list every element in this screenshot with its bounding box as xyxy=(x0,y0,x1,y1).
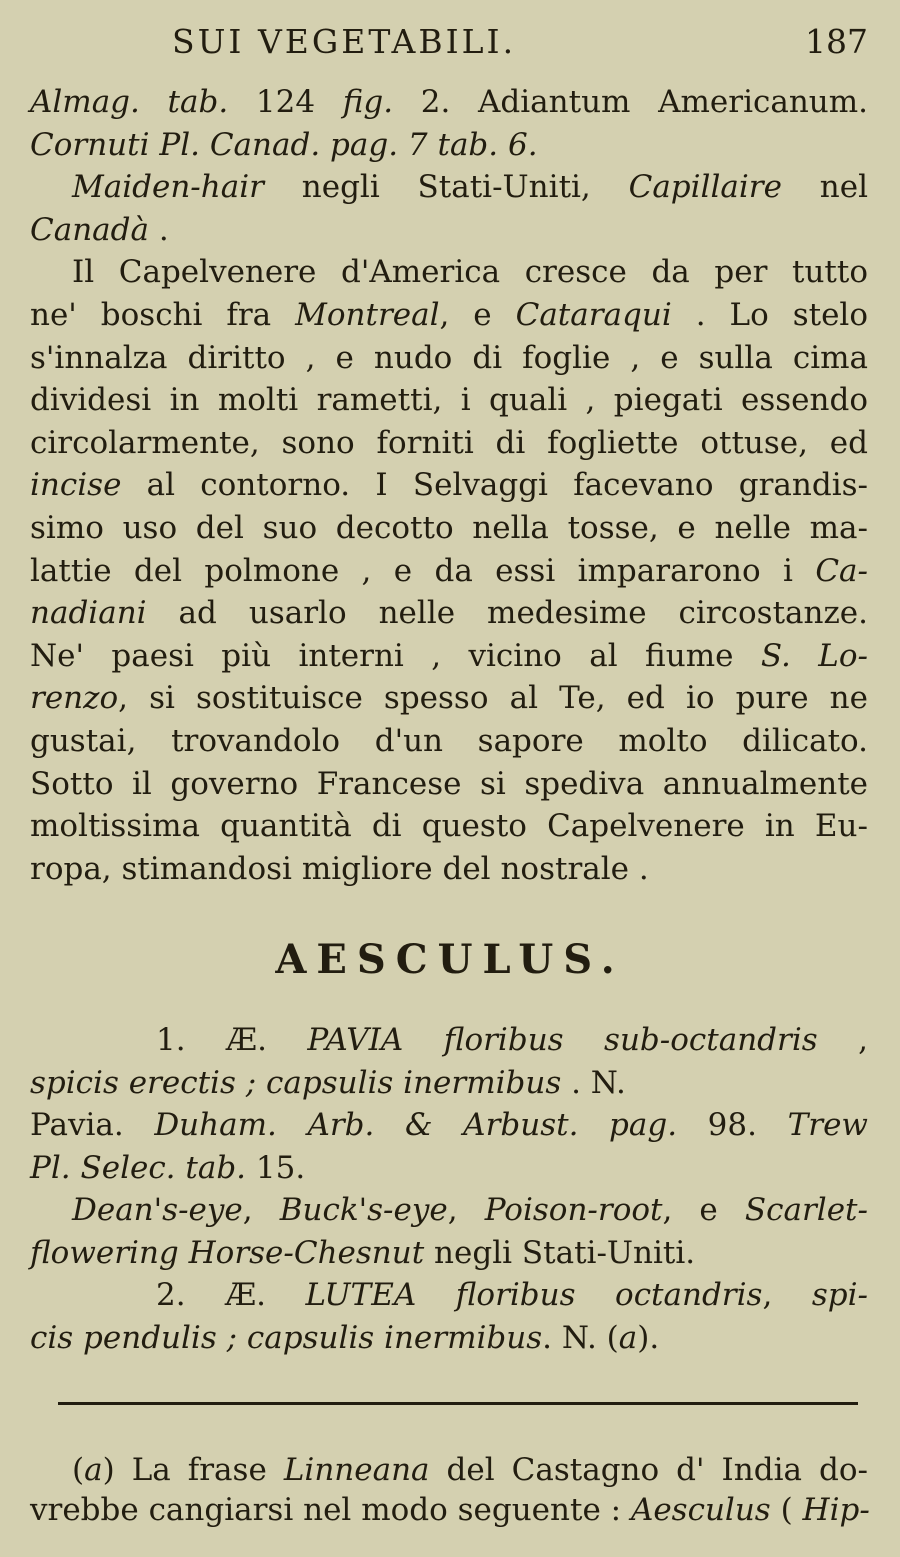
text-line xyxy=(30,508,868,548)
roman-text: negli Stati-Uniti. xyxy=(424,1234,696,1271)
italic-text: Aesculus xyxy=(630,1492,771,1528)
italic-text: S. Lo- xyxy=(760,637,868,674)
text-line xyxy=(72,167,868,207)
roman-text: simo uso del suo decotto nella tosse, e nelle ma- xyxy=(30,510,868,546)
italic-text: Dean's-eye xyxy=(72,1192,243,1228)
roman-text: ). xyxy=(637,1319,660,1356)
roman-text: del Castagno d' India do- xyxy=(429,1452,868,1488)
text-line xyxy=(30,1148,868,1188)
roman-text: 15. xyxy=(246,1149,306,1186)
text-line xyxy=(30,678,868,718)
text-line xyxy=(30,636,868,676)
text-line xyxy=(30,1318,868,1358)
text-line xyxy=(30,551,868,591)
text-line xyxy=(30,806,868,846)
roman-text: 2. Adiantum Americanum. xyxy=(393,84,869,120)
roman-text: 124 xyxy=(228,84,343,120)
text-line xyxy=(30,849,868,889)
roman-text: ropa, stimandosi migliore del nostrale . xyxy=(30,850,649,887)
roman-text: ( xyxy=(770,1492,803,1528)
roman-text: 2. Æ. xyxy=(156,1277,306,1313)
text-line xyxy=(30,1490,868,1530)
text-line xyxy=(30,1233,868,1273)
italic-text: Canadà xyxy=(30,211,149,248)
section-heading: AESCULUS. xyxy=(275,936,625,983)
roman-text: gustai, trovandolo d'un sapore molto dilicato. xyxy=(30,723,868,759)
italic-text: Buck's-eye xyxy=(279,1192,448,1228)
roman-text: s'innalza diritto , e nudo di foglie , e sulla cima xyxy=(30,339,868,376)
roman-text: , e xyxy=(439,297,516,333)
running-title: SUI VEGETABILI. xyxy=(172,22,517,61)
italic-text: Cataraqui xyxy=(515,297,672,333)
italic-text: fig. xyxy=(342,84,394,120)
text-line xyxy=(156,1275,868,1315)
roman-text: . N. ( xyxy=(542,1319,619,1356)
roman-text: lattie del polmone , e da essi impararono i xyxy=(30,552,816,589)
text-line xyxy=(30,1063,868,1103)
italic-text: flowering Horse-Chesnut xyxy=(30,1234,425,1271)
roman-text: al contorno. I Selvaggi facevano grandis- xyxy=(121,467,868,504)
text-line xyxy=(72,1450,868,1490)
roman-text: . N. xyxy=(561,1064,626,1101)
italic-text: Linneana xyxy=(283,1452,430,1488)
italic-text: Capillaire xyxy=(628,169,782,206)
roman-text: . xyxy=(148,211,169,248)
italic-text: renzo xyxy=(30,680,119,717)
roman-text: ad usarlo nelle medesime circostanze. xyxy=(146,595,868,632)
italic-text: a xyxy=(84,1452,103,1488)
italic-text: Pl. Selec. tab. xyxy=(30,1149,247,1186)
text-line xyxy=(156,1020,868,1060)
text-line xyxy=(30,593,868,633)
roman-text: Il Capelvenere d'America cresce da per tutto xyxy=(72,254,868,291)
roman-text: , xyxy=(817,1022,868,1058)
roman-text: circolarmente, sono forniti di fogliette ottuse, ed xyxy=(30,424,868,461)
text-line xyxy=(30,465,868,505)
roman-text: , si sostituisce spesso al Te, ed io pure ne xyxy=(118,680,868,717)
roman-text: Ne' paesi più interni , vicino al fiume xyxy=(30,637,761,674)
roman-text: , xyxy=(447,1192,485,1228)
roman-text: dividesi in molti rametti, i quali , piegati essendo xyxy=(30,382,868,419)
text-line xyxy=(30,295,868,335)
italic-text: Maiden-hair xyxy=(72,169,264,206)
roman-text: Pavia. xyxy=(30,1107,155,1143)
text-line xyxy=(30,338,868,378)
text-line xyxy=(30,125,868,165)
italic-text: spi- xyxy=(811,1277,868,1313)
text-line xyxy=(30,764,868,804)
roman-text: , xyxy=(762,1277,812,1313)
running-header xyxy=(0,18,900,66)
roman-text: ) La frase xyxy=(102,1452,284,1488)
italic-text: Cornuti Pl. Canad. pag. 7 tab. 6. xyxy=(30,126,538,163)
italic-text: nadiani xyxy=(30,595,147,632)
roman-text: , e xyxy=(662,1192,745,1228)
roman-text: vrebbe cangiarsi nel modo seguente : xyxy=(30,1492,631,1528)
roman-text: 1. Æ. xyxy=(156,1022,308,1058)
text-line xyxy=(30,210,868,250)
roman-text: moltissima quantità di questo Capelvenere in Eu- xyxy=(30,808,868,845)
roman-text: negli Stati-Uniti, xyxy=(263,169,629,206)
roman-text: 98. xyxy=(677,1107,788,1143)
italic-text: Montreal xyxy=(295,297,440,333)
italic-text: spicis erectis ; capsulis inermibus xyxy=(30,1064,562,1101)
roman-text: ( xyxy=(72,1452,85,1488)
italic-text: Almag. tab. xyxy=(30,84,229,120)
italic-text: Duham. Arb. & Arbust. pag. xyxy=(154,1107,678,1143)
roman-text: ne' boschi fra xyxy=(30,297,296,333)
text-line xyxy=(72,252,868,292)
italic-text: a xyxy=(618,1319,638,1356)
italic-text: Trew xyxy=(787,1107,868,1143)
roman-text: Sotto il governo Francese si spediva annualmente xyxy=(30,765,868,802)
text-line xyxy=(30,721,868,761)
roman-text: . Lo stelo xyxy=(671,297,868,333)
italic-text: cis pendulis ; capsulis inermibus xyxy=(30,1319,543,1356)
italic-text: Ca- xyxy=(815,552,868,589)
text-line xyxy=(30,380,868,420)
italic-text: Poison-root xyxy=(484,1192,663,1228)
text-line xyxy=(30,423,868,463)
italic-text: incise xyxy=(30,467,122,504)
italic-text: Scarlet- xyxy=(744,1192,868,1228)
page-number: 187 xyxy=(805,22,868,61)
italic-text: LUTEA floribus octandris xyxy=(305,1277,763,1313)
text-line xyxy=(72,1190,868,1230)
text-line xyxy=(30,1105,868,1145)
italic-text: PAVIA floribus sub-octandris xyxy=(307,1022,818,1058)
footnote-rule xyxy=(58,1402,858,1405)
roman-text: nel xyxy=(781,169,868,206)
roman-text: , xyxy=(242,1192,280,1228)
text-line xyxy=(30,82,868,122)
italic-text: Hip- xyxy=(802,1492,870,1528)
